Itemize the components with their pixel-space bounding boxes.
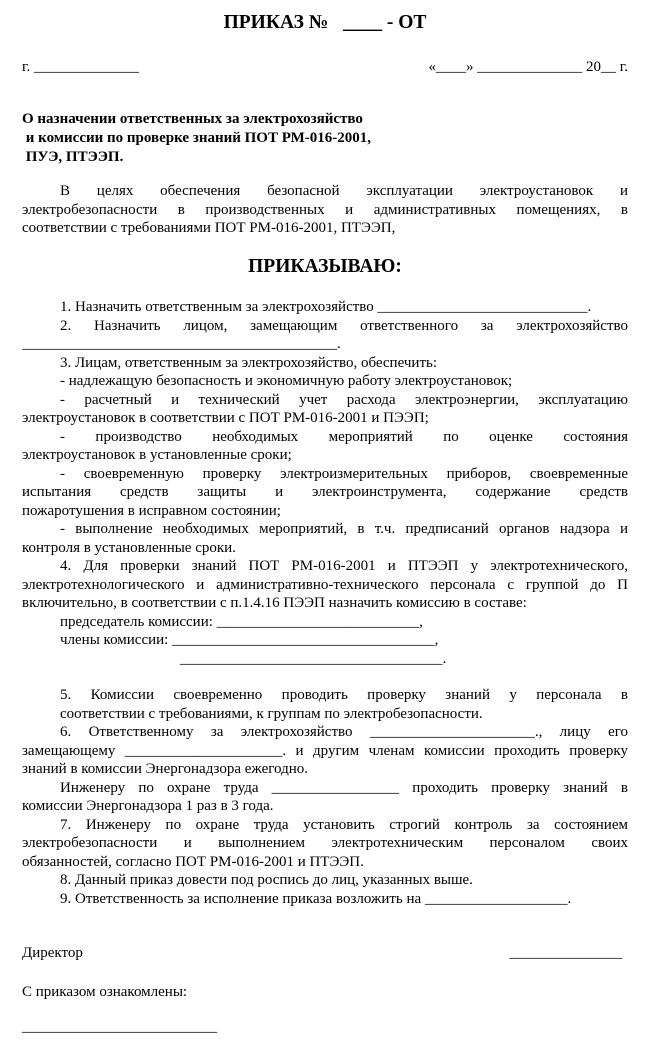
document-title: ПРИКАЗ № ____ - ОТ [223,12,427,33]
item-9: 9. Ответственность за исполнение приказа возложить на ___________________. [60,890,572,907]
preamble-line-1: В целях обеспечения безопасной эксплуатации электроустановок и [60,183,628,199]
item-8: 8. Данный приказ довести под роспись до лиц, указанных выше. [60,872,473,888]
item-2-line-2: __________________________________________. [22,336,341,352]
item-5-line-2: соответствии с требованиями, к группам по электробезопасности. [60,705,483,722]
item-3-sub-2-line-2: электроустановок в соответствии с ПОТ РМ-016-2001 и ПЭЭП; [22,410,429,426]
item-4-line-1: 4. Для проверки знаний ПОТ РМ-016-2001 и ПТЭЭП у электротехнического, [60,558,628,574]
date-field: «____» ______________ 20__ г. [428,59,628,75]
item-3-sub-1: - надлежащую безопасность и экономичную работу электроустановок; [60,373,513,389]
item-3-sub-5-line-2: контроля в установленные сроки. [22,539,236,556]
item-1: 1. Назначить ответственным за электрохозяйство ____________________________. [60,299,592,315]
order-items [22,298,628,668]
item-6-line-5: комиссии Энергонадзора 1 раз в 3 года. [22,798,274,814]
item-4-line-3: включительно, в соответствии с п.1.4.16 ПЭЭП назначить комиссию в составе: [22,595,527,611]
preamble-line-2: электробезопасности в производственных и административных помещениях, в [22,201,628,218]
subject-line-1: О назначении ответственных за электрохозяйство [22,111,363,127]
item-6-line-4: Инженеру по охране труда _________________ проходить проверку знаний в [60,779,628,796]
preamble-line-3: соответствии с требованиями ПОТ РМ-016-2001, ПТЭЭП, [22,220,396,236]
item-6-line-3: знаний в комиссии Энергонадзора ежегодно. [22,761,309,777]
acknowledgement-signature-line: __________________________ [22,1019,217,1035]
preamble [22,182,628,238]
order-items-continued [22,686,628,908]
commission-members: члены комиссии: ___________________________________, [60,632,439,648]
acknowledgement-label: С приказом ознакомлены: [22,984,188,1000]
item-3-sub-4-line-3: пожаротушения в исправном состоянии; [22,502,281,519]
commission-chair: председатель комиссии: ___________________________, [60,613,423,630]
item-3-sub-5-line-1: - выполнение необходимых мероприятий, в т.ч. предписаний органов надзора и [60,521,628,537]
director-label: Директор [22,945,83,961]
item-3-sub-4-line-2: испытания средств защиты и электроинструмента, содержание средств [22,484,628,500]
item-6-line-1: 6. Ответственному за электрохозяйство ______________________., лицу его [60,724,628,740]
item-7-line-3: обязанностей, согласно ПОТ РМ-016-2001 и ПТЭЭП. [22,853,364,870]
item-3-sub-3-line-1: - производство необходимых мероприятий по оценке состояния [60,428,628,445]
item-3-sub-2-line-1: - расчетный и технический учет расхода электроэнергии, эксплуатацию [60,391,628,408]
item-7-line-2: электробезопасности и выполнением электротехническим персоналом своих [22,835,628,851]
item-6-line-2: замещающему _____________________. и другим членам комиссии проходить проверку [22,742,628,759]
subject-line-3: ПУЭ, ПТЭЭП. [22,149,124,165]
item-2-line-1: 2. Назначить лицом, замещающим ответственного за электрохозяйство [60,317,628,334]
director-signature-line: _______________ [509,945,622,961]
order-heading: ПРИКАЗЫВАЮ: [248,256,402,277]
item-7-line-1: 7. Инженеру по охране труда установить строгий контроль за состоянием [60,816,628,833]
commission-members-extra: ___________________________________. [180,650,447,667]
item-5-line-1: 5. Комиссии своевременно проводить проверку знаний у персонала в [60,687,628,703]
item-3-sub-4-line-1: - своевременную проверку электроизмерительных приборов, своевременные [60,465,628,482]
item-3: 3. Лицам, ответственным за электрохозяйство, обеспечить: [60,354,438,371]
subject-line-2: и комиссии по проверке знаний ПОТ РМ-016-2001, [22,130,372,146]
item-3-sub-3-line-2: электроустановок в установленные сроки; [22,447,292,463]
city-field: г. ______________ [22,59,139,75]
item-4-line-2: электротехнологического и административно-технического персонала с группой до П [22,576,628,593]
